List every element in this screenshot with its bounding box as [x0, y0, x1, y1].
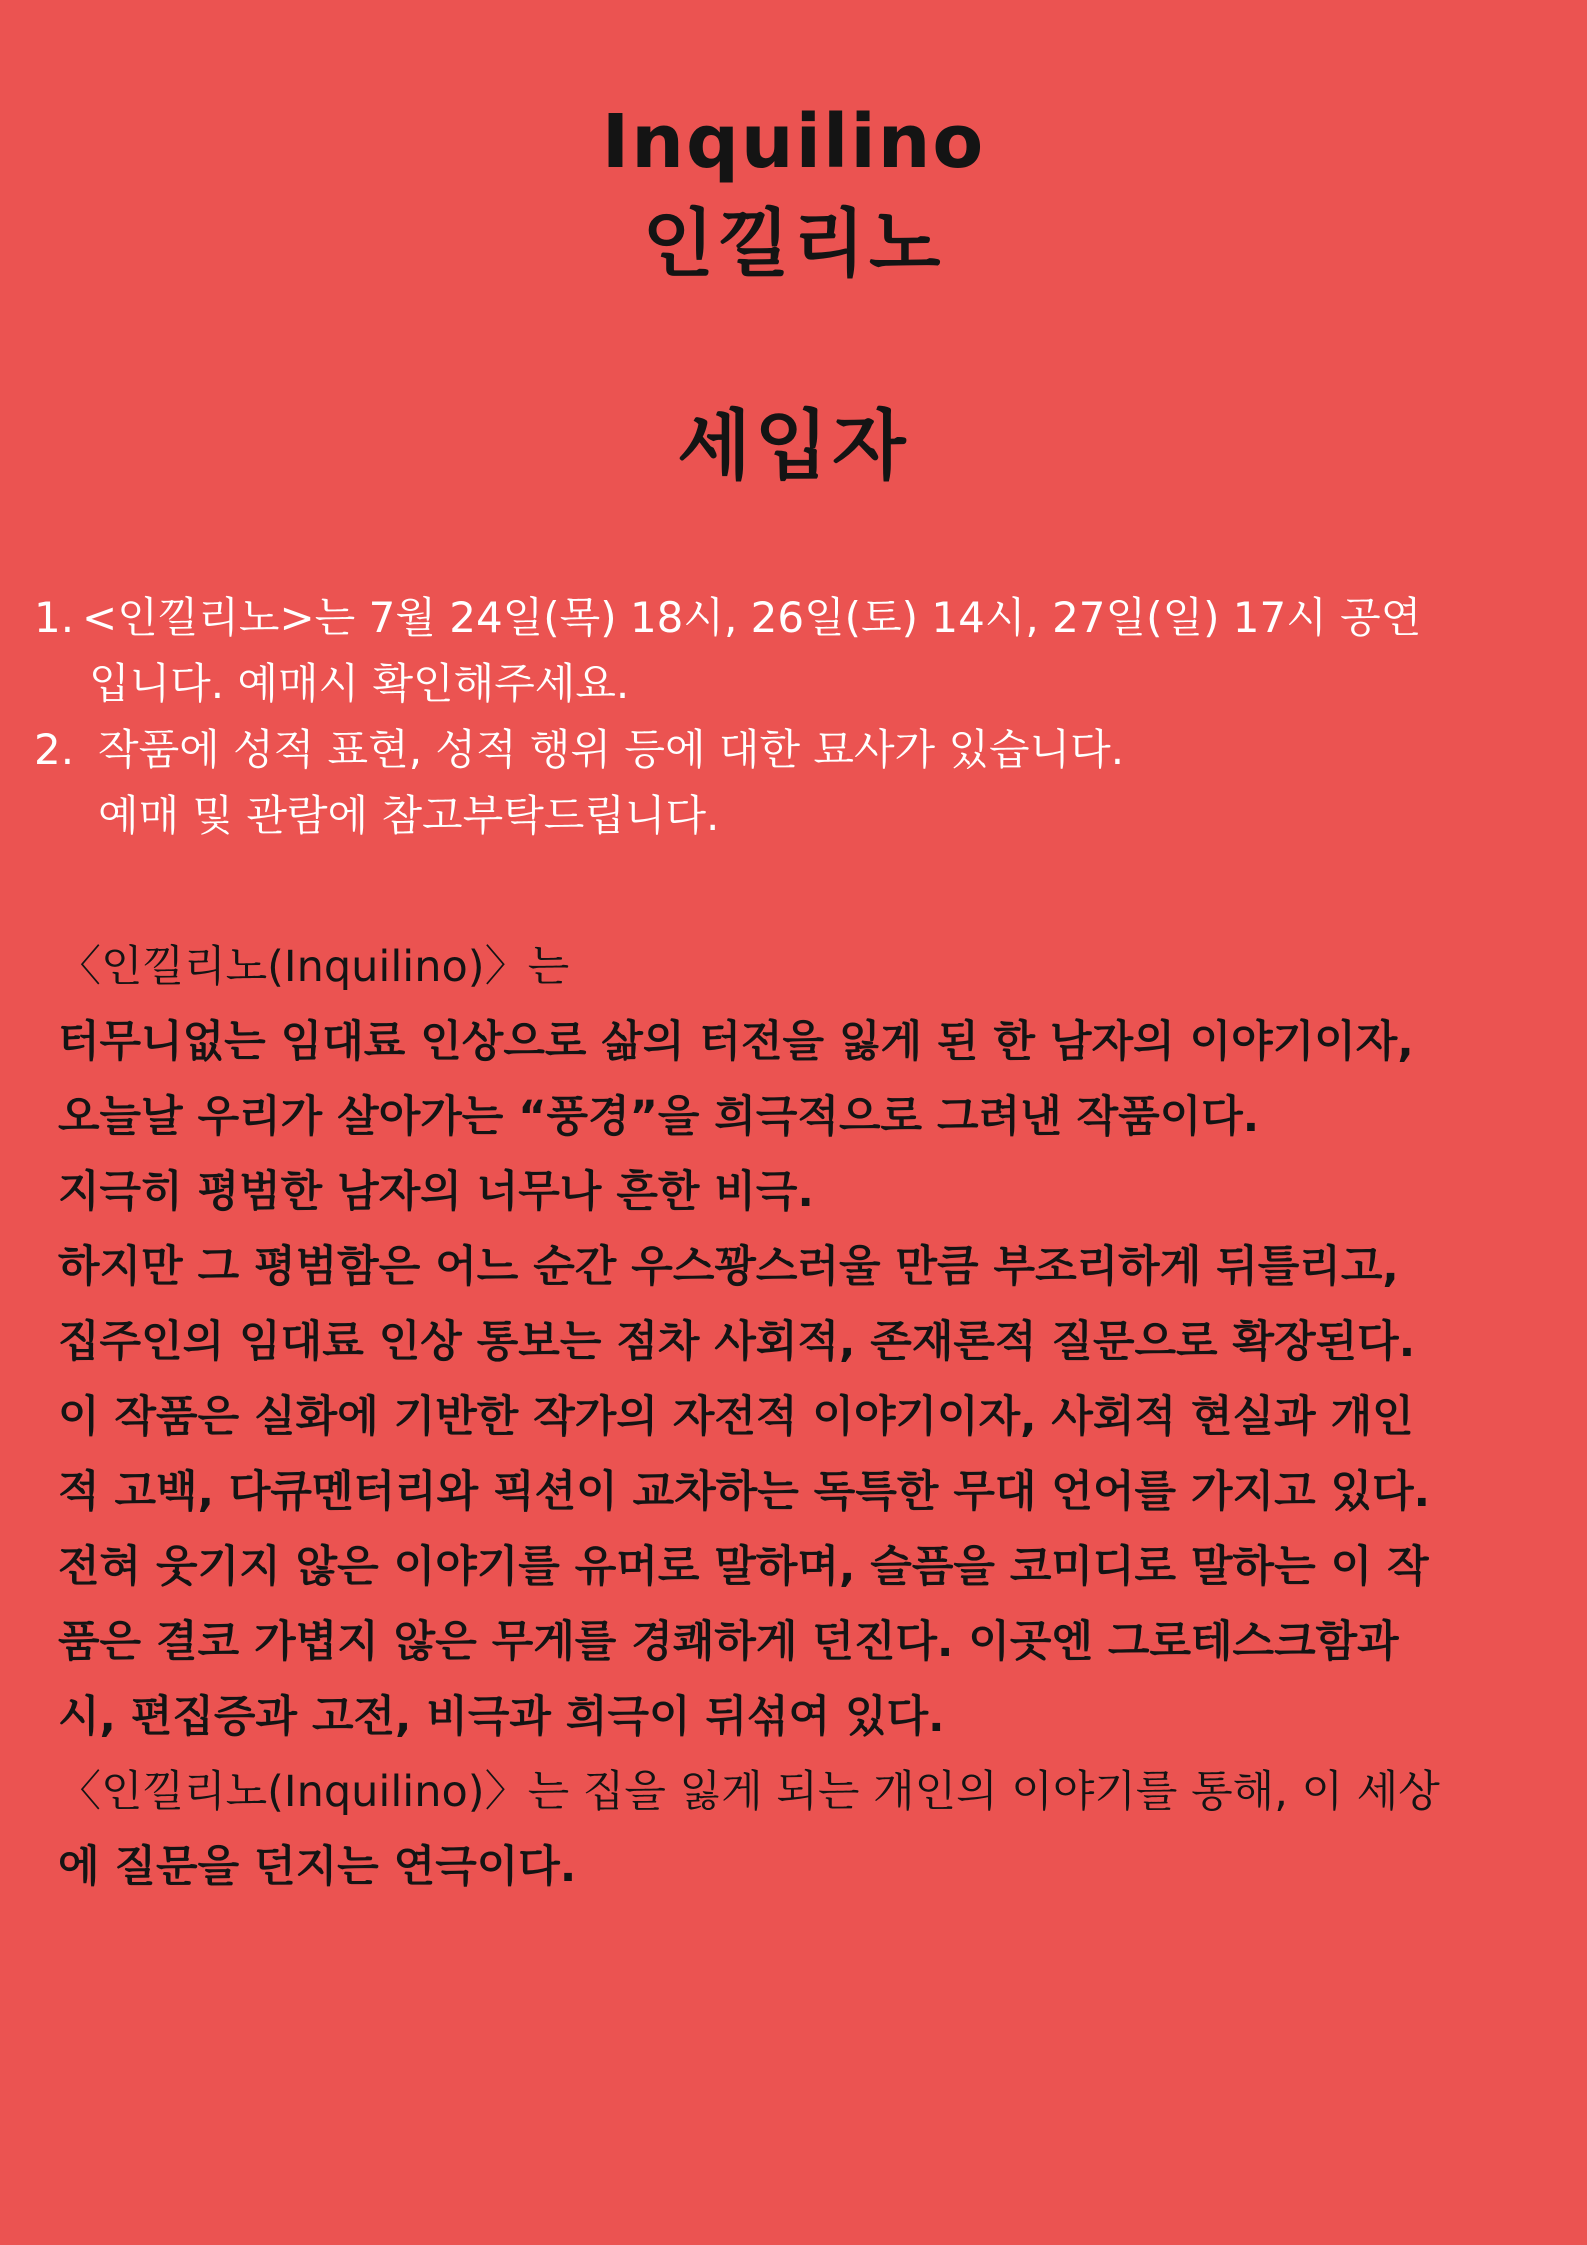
title-korean: 인낄리노	[642, 201, 945, 287]
synopsis-line: 적 고백, 다큐멘터리와 픽션이 교차하는 독특한 무대 언어를 가지고 있다.	[58, 1467, 1431, 1517]
synopsis-line: 지극히 평범한 남자의 너무나 흔한 비극.	[58, 1167, 814, 1217]
notice-number: 1.	[34, 593, 75, 642]
synopsis-line: 에 질문을 던지는 연극이다.	[58, 1842, 577, 1892]
title-english: Inquilino	[601, 99, 986, 185]
synopsis-line: 전혀 웃기지 않은 이야기를 유머로 말하며, 슬픔을 코미디로 말하는 이 작	[58, 1542, 1429, 1592]
notice-item	[0, 585, 1500, 717]
synopsis-line: 터무니없는 임대료 인상으로 삶의 터전을 잃게 된 한 남자의 이야기이자,	[58, 1017, 1414, 1067]
notice-line: <인낄리노>는 7월 24일(목) 18시, 26일(토) 14시, 27일(일) 17시 공연	[82, 593, 1422, 642]
synopsis-line: 이 작품은 실화에 기반한 작가의 자전적 이야기이자, 사회적 현실과 개인	[58, 1392, 1414, 1442]
notice-line: 입니다. 예매시 확인해주세요.	[89, 659, 630, 708]
notice-line: 작품에 성적 표현, 성적 행위 등에 대한 묘사가 있습니다.	[98, 725, 1125, 774]
notice-item	[0, 717, 1500, 849]
synopsis-line: 오늘날 우리가 살아가는 “풍경”을 희극적으로 그려낸 작품이다.	[58, 1092, 1260, 1142]
synopsis-line: 시, 편집증과 고전, 비극과 희극이 뒤섞여 있다.	[58, 1692, 945, 1742]
synopsis-line: 〈인낄리노(Inquilino)〉는	[58, 942, 570, 992]
synopsis	[58, 930, 1558, 1905]
synopsis-line: 〈인낄리노(Inquilino)〉는 집을 잃게 되는 개인의 이야기를 통해, 이 세상	[58, 1767, 1440, 1817]
notice-list	[0, 585, 1500, 849]
subtitle: 세입자	[677, 401, 910, 490]
notice-number: 2.	[34, 725, 75, 774]
notice-line: 예매 및 관람에 참고부탁드립니다.	[98, 791, 720, 840]
synopsis-line: 하지만 그 평범함은 어느 순간 우스꽝스러울 만큼 부조리하게 뒤틀리고,	[58, 1242, 1399, 1292]
synopsis-line: 품은 결코 가볍지 않은 무게를 경쾌하게 던진다. 이곳엔 그로테스크함과	[58, 1617, 1399, 1667]
synopsis-line: 집주인의 임대료 인상 통보는 점차 사회적, 존재론적 질문으로 확장된다.	[58, 1317, 1416, 1367]
